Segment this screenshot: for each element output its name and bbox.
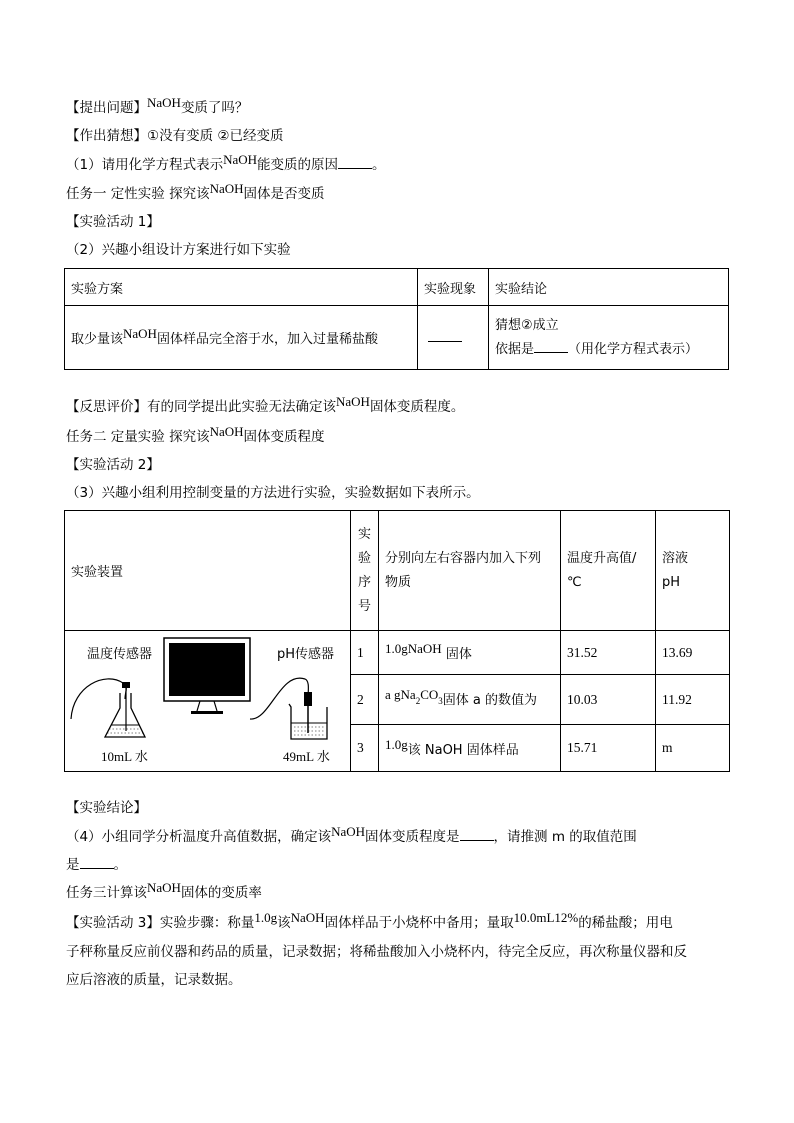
table1-conclusion-cell: 猜想②成立 依据是 （用化学方程式表示）	[489, 306, 729, 370]
activity-2-title: 【实验活动 2】	[66, 457, 160, 473]
label-temp-sensor: 温度传感器	[87, 647, 153, 662]
apparatus-cell	[65, 631, 351, 772]
activity-1-title: 【实验活动 1】	[66, 214, 160, 230]
table1-phenomenon-blank	[418, 306, 489, 370]
row3-substance: 1.0g该 NaOH 固体样品	[379, 725, 561, 772]
table1-header-conclusion: 实验结论	[489, 269, 729, 306]
table2-header-seq: 实 验 序 号	[351, 511, 379, 631]
experiment-table-1	[64, 268, 729, 370]
flask-icon	[105, 682, 145, 737]
apparatus-diagram	[65, 631, 350, 771]
experiment-table-2	[64, 510, 730, 772]
row3-ph: m	[656, 725, 730, 772]
row2-temp: 10.03	[561, 675, 656, 725]
task-2-title: 任务二 定量实验 探究该NaOH固体变质程度	[66, 424, 325, 445]
conclusion-title: 【实验结论】	[66, 800, 147, 816]
table2-header-ph: 溶液pH	[656, 511, 730, 631]
row1-ph: 13.69	[656, 631, 730, 675]
row1-temp: 31.52	[561, 631, 656, 675]
task-3-title: 任务三计算该NaOH固体的变质率	[66, 880, 262, 901]
table2-header-substance: 分别向左右容器内加入下列物质	[379, 511, 561, 631]
table2-header-device: 实验装置	[65, 511, 351, 631]
row1-substance: 1.0gNaOH 固体	[379, 631, 561, 675]
task-1-title: 任务一 定性实验 探究该NaOH固体是否变质	[66, 181, 325, 202]
question-4: （4）小组同学分析温度升高值数据，确定该NaOH固体变质程度是 ，请推测 m 的取值范围	[66, 824, 637, 845]
activity-3-cont: 子秤称量反应前仪器和药品的质量，记录数据；将稀盐酸加入小烧杯内，待完全反应，再次称量仪器和反	[66, 944, 687, 960]
question-3: （3）兴趣小组利用控制变量的方法进行实验，实验数据如下表所示。	[66, 485, 480, 501]
question-2: （2）兴趣小组设计方案进行如下实验	[66, 242, 291, 258]
table1-header-plan: 实验方案	[65, 269, 418, 306]
row2-ph: 11.92	[656, 675, 730, 725]
table2-header-temp: 温度升高值/℃	[561, 511, 656, 631]
reflection: 【反思评价】有的同学提出此实验无法确定该NaOH固体变质程度。	[66, 394, 465, 415]
row2-seq: 2	[351, 675, 379, 725]
row1-seq: 1	[351, 631, 379, 675]
label-ph-sensor: pH传感器	[277, 647, 335, 662]
question-1: （1）请用化学方程式表示NaOH能变质的原因 。	[66, 152, 386, 173]
hypothesis: 【作出猜想】①没有变质 ②已经变质	[66, 128, 284, 144]
beaker-icon	[289, 692, 327, 739]
row3-seq: 3	[351, 725, 379, 772]
label-left-water: 10mL 水	[101, 749, 148, 764]
question-raise: 【提出问题】NaOH变质了吗？	[66, 95, 249, 116]
label-right-water: 49mL 水	[283, 749, 330, 764]
monitor-icon	[164, 638, 250, 714]
row2-substance: a $gNa_2CO_3$固体 a 的数值为	[379, 675, 561, 725]
activity-3: 【实验活动 3】实验步骤：称量1.0g该NaOH固体样品于小烧杯中备用；量取10.0mL12%的稀盐酸；用电	[66, 910, 673, 931]
row3-temp: 15.71	[561, 725, 656, 772]
table1-plan-cell: 取少量该NaOH固体样品完全溶于水，加入过量稀盐酸	[65, 306, 418, 370]
question-4-cont: 是 。	[66, 857, 127, 873]
activity-3-cont2: 应后溶液的质量，记录数据。	[66, 972, 242, 988]
table1-header-phenomenon: 实验现象	[418, 269, 489, 306]
